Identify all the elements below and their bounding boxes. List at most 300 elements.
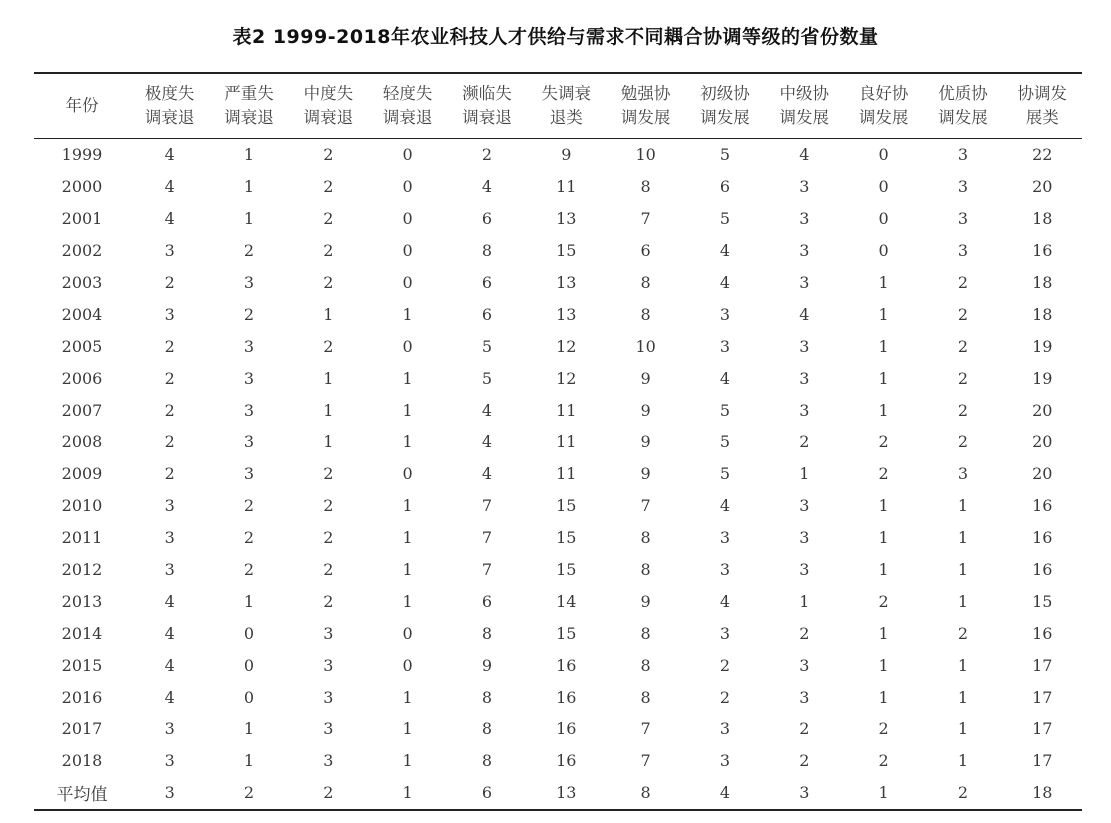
- value-cell: 4: [719, 591, 731, 611]
- value-cell: 4: [799, 145, 810, 165]
- column-header-line: 轻度失: [382, 84, 433, 103]
- value-cell: 3: [323, 655, 334, 675]
- value-cell: 1: [957, 496, 969, 516]
- year-cell: 2014: [61, 623, 103, 643]
- value-cell: 2: [878, 591, 889, 611]
- value-cell: 8: [640, 177, 651, 197]
- column-header-line: 初级协: [700, 84, 750, 103]
- value-cell: 8: [640, 273, 651, 292]
- value-cell: 1: [799, 591, 810, 611]
- column-header: [844, 73, 923, 139]
- value-cell: 1: [402, 591, 413, 611]
- value-cell: 3: [799, 655, 810, 675]
- value-cell: 8: [640, 783, 651, 803]
- value-cell: 2: [957, 400, 969, 420]
- value-cell: 7: [640, 719, 651, 739]
- value-cell: 3: [799, 560, 810, 580]
- value-cell: 6: [481, 304, 493, 324]
- column-header: [1003, 73, 1082, 139]
- value-cell: 2: [243, 496, 255, 516]
- value-cell: 2: [323, 560, 334, 580]
- value-cell: 5: [719, 209, 731, 229]
- value-cell: 1: [402, 432, 413, 452]
- value-cell: 1: [243, 177, 255, 197]
- value-cell: 0: [878, 177, 889, 197]
- value-cell: 0: [402, 241, 413, 261]
- table-body: [34, 139, 1082, 810]
- table-row: [34, 585, 1082, 617]
- value-cell: 5: [719, 145, 731, 165]
- value-cell: 3: [957, 209, 969, 229]
- value-cell: 1: [323, 368, 334, 388]
- value-cell: 3: [719, 751, 731, 771]
- value-cell: 8: [481, 687, 493, 707]
- column-header-line: 调发展: [700, 108, 750, 127]
- value-cell: 3: [957, 177, 969, 197]
- value-cell: 2: [957, 783, 969, 803]
- value-cell: 1: [402, 719, 413, 739]
- value-cell: 9: [561, 145, 572, 165]
- value-cell: 1: [957, 719, 969, 739]
- value-cell: 0: [402, 145, 413, 165]
- value-cell: 17: [1032, 687, 1053, 707]
- value-cell: 4: [164, 209, 175, 229]
- value-cell: 1: [323, 432, 334, 452]
- value-cell: 2: [957, 336, 969, 356]
- value-cell: 7: [640, 496, 651, 516]
- value-cell: 13: [556, 273, 577, 292]
- value-cell: 15: [556, 496, 577, 516]
- value-cell: 3: [799, 783, 810, 803]
- value-cell: 1: [402, 496, 413, 516]
- value-cell: 18: [1032, 209, 1053, 229]
- value-cell: 1: [243, 751, 255, 771]
- value-cell: 3: [957, 241, 969, 261]
- column-header-line: 退类: [549, 108, 583, 127]
- value-cell: 15: [556, 623, 577, 643]
- value-cell: 1: [402, 400, 413, 420]
- value-cell: 0: [243, 687, 255, 707]
- table-row: [34, 330, 1082, 362]
- value-cell: 3: [164, 719, 175, 739]
- value-cell: 7: [640, 209, 651, 229]
- column-header: [289, 73, 368, 139]
- value-cell: 2: [323, 241, 334, 261]
- value-cell: 3: [719, 623, 731, 643]
- value-cell: 2: [243, 528, 255, 548]
- value-cell: 3: [719, 528, 731, 548]
- column-header: [130, 73, 209, 139]
- value-cell: 1: [878, 528, 889, 548]
- value-cell: 3: [164, 560, 175, 580]
- column-header-line: 失调衰: [541, 84, 592, 103]
- column-header: [527, 73, 606, 139]
- value-cell: 9: [640, 464, 651, 484]
- value-cell: 11: [556, 400, 577, 420]
- value-cell: 0: [402, 273, 413, 292]
- table-row: [34, 171, 1082, 203]
- value-cell: 2: [243, 241, 255, 261]
- year-cell: 2018: [61, 751, 103, 771]
- value-cell: 3: [799, 528, 810, 548]
- value-cell: 3: [164, 528, 175, 548]
- value-cell: 2: [164, 273, 175, 292]
- table-row: [34, 235, 1082, 267]
- value-cell: 2: [957, 623, 969, 643]
- value-cell: 1: [878, 623, 889, 643]
- value-cell: 1: [402, 528, 413, 548]
- value-cell: 14: [556, 591, 577, 611]
- value-cell: 17: [1032, 655, 1053, 675]
- value-cell: 3: [243, 464, 255, 484]
- value-cell: 2: [719, 687, 731, 707]
- value-cell: 0: [402, 209, 413, 229]
- value-cell: 4: [719, 368, 731, 388]
- value-cell: 10: [635, 145, 656, 165]
- value-cell: 1: [243, 719, 255, 739]
- table-row: [34, 203, 1082, 235]
- value-cell: 8: [640, 560, 651, 580]
- value-cell: 6: [481, 273, 493, 292]
- year-cell: 2007: [61, 400, 103, 420]
- year-cell: 2010: [61, 496, 103, 516]
- value-cell: 4: [481, 432, 493, 452]
- value-cell: 3: [719, 336, 731, 356]
- value-cell: 4: [719, 241, 731, 261]
- value-cell: 2: [323, 177, 334, 197]
- value-cell: 0: [878, 209, 889, 229]
- value-cell: 1: [243, 209, 255, 229]
- value-cell: 3: [164, 751, 175, 771]
- table-row: [34, 362, 1082, 394]
- year-cell: 2012: [61, 560, 103, 580]
- value-cell: 8: [481, 241, 493, 261]
- value-cell: 2: [323, 464, 334, 484]
- value-cell: 2: [719, 655, 731, 675]
- value-cell: 20: [1032, 432, 1053, 452]
- value-cell: 3: [243, 432, 255, 452]
- value-cell: 1: [402, 368, 413, 388]
- column-header-year: [34, 73, 130, 139]
- value-cell: 0: [878, 145, 889, 165]
- column-header: [368, 73, 447, 139]
- value-cell: 2: [799, 719, 810, 739]
- table-row: [34, 681, 1082, 713]
- year-cell: 2013: [61, 591, 103, 611]
- column-header-line: 年份: [65, 96, 99, 115]
- coupling-coordination-table: [34, 72, 1082, 811]
- table-row: [34, 490, 1082, 522]
- value-cell: 11: [556, 177, 577, 197]
- value-cell: 16: [1032, 560, 1053, 580]
- year-cell: 2008: [61, 432, 103, 452]
- value-cell: 4: [164, 655, 175, 675]
- year-cell: 2002: [61, 241, 103, 261]
- value-cell: 4: [164, 687, 175, 707]
- value-cell: 1: [402, 783, 413, 803]
- year-cell: 2015: [61, 655, 103, 675]
- value-cell: 6: [640, 241, 651, 261]
- value-cell: 3: [243, 273, 255, 292]
- value-cell: 6: [719, 177, 731, 197]
- table-row: [34, 394, 1082, 426]
- column-header-line: 调衰退: [303, 108, 354, 127]
- value-cell: 12: [556, 368, 577, 388]
- value-cell: 4: [481, 400, 493, 420]
- value-cell: 7: [640, 751, 651, 771]
- year-cell: 2009: [61, 464, 103, 484]
- value-cell: 15: [556, 528, 577, 548]
- value-cell: 0: [243, 655, 255, 675]
- value-cell: 3: [323, 687, 334, 707]
- value-cell: 5: [481, 336, 493, 356]
- value-cell: 1: [878, 368, 889, 388]
- value-cell: 2: [878, 751, 889, 771]
- value-cell: 4: [164, 623, 175, 643]
- value-cell: 4: [164, 177, 175, 197]
- value-cell: 2: [164, 368, 175, 388]
- value-cell: 2: [323, 273, 334, 292]
- value-cell: 6: [481, 783, 493, 803]
- value-cell: 3: [243, 336, 255, 356]
- column-header-line: 协调发: [1017, 84, 1068, 103]
- value-cell: 2: [323, 591, 334, 611]
- value-cell: 4: [799, 304, 810, 324]
- value-cell: 16: [1032, 623, 1053, 643]
- value-cell: 11: [556, 432, 577, 452]
- value-cell: 3: [164, 304, 175, 324]
- value-cell: 8: [640, 304, 651, 324]
- value-cell: 9: [640, 368, 651, 388]
- value-cell: 5: [481, 368, 493, 388]
- value-cell: 12: [556, 336, 577, 356]
- value-cell: 22: [1032, 145, 1053, 165]
- year-cell: 2001: [61, 209, 103, 229]
- value-cell: 8: [481, 719, 493, 739]
- value-cell: 2: [878, 432, 889, 452]
- value-cell: 3: [719, 719, 731, 739]
- average-label: 平均值: [56, 785, 108, 806]
- value-cell: 13: [556, 304, 577, 324]
- value-cell: 2: [957, 432, 969, 452]
- value-cell: 8: [640, 655, 651, 675]
- value-cell: 4: [719, 273, 731, 292]
- year-cell: 2005: [61, 336, 103, 356]
- value-cell: 3: [799, 687, 810, 707]
- column-header-line: 良好协: [858, 84, 909, 103]
- column-header-line: 调发展: [620, 108, 671, 127]
- column-header-line: 调衰退: [462, 108, 512, 127]
- value-cell: 6: [481, 209, 493, 229]
- value-cell: 0: [402, 623, 413, 643]
- column-header-line: 调发展: [779, 108, 830, 127]
- value-cell: 1: [878, 560, 889, 580]
- value-cell: 17: [1032, 719, 1053, 739]
- value-cell: 19: [1032, 368, 1053, 388]
- value-cell: 2: [323, 209, 334, 229]
- table-row: [34, 426, 1082, 458]
- year-cell: 2006: [61, 368, 103, 388]
- value-cell: 1: [402, 751, 413, 771]
- value-cell: 18: [1032, 304, 1053, 324]
- value-cell: 2: [878, 464, 889, 484]
- value-cell: 1: [878, 655, 889, 675]
- value-cell: 16: [1032, 241, 1053, 261]
- table-row: [34, 139, 1082, 171]
- year-cell: 2000: [61, 177, 103, 197]
- value-cell: 5: [719, 432, 731, 452]
- column-header-line: 调衰退: [224, 108, 274, 127]
- column-header-line: 极度失: [144, 84, 195, 103]
- year-cell: 2003: [61, 273, 103, 292]
- value-cell: 8: [640, 528, 651, 548]
- value-cell: 2: [957, 304, 969, 324]
- value-cell: 4: [481, 464, 493, 484]
- value-cell: 7: [481, 528, 493, 548]
- value-cell: 17: [1032, 751, 1053, 771]
- column-header-line: 濒临失: [462, 84, 512, 103]
- column-header: [765, 73, 844, 139]
- value-cell: 19: [1032, 336, 1053, 356]
- value-cell: 3: [799, 496, 810, 516]
- table-row: [34, 458, 1082, 490]
- value-cell: 1: [957, 560, 969, 580]
- value-cell: 3: [799, 400, 810, 420]
- table-row: [34, 617, 1082, 649]
- value-cell: 2: [323, 496, 334, 516]
- value-cell: 15: [1032, 591, 1053, 611]
- value-cell: 1: [402, 560, 413, 580]
- value-cell: 2: [799, 751, 810, 771]
- column-header: [685, 73, 764, 139]
- value-cell: 0: [402, 336, 413, 356]
- year-cell: 2011: [61, 528, 103, 548]
- column-header: [209, 73, 288, 139]
- value-cell: 16: [1032, 528, 1053, 548]
- value-cell: 7: [481, 496, 493, 516]
- value-cell: 3: [799, 273, 810, 292]
- value-cell: 0: [243, 623, 255, 643]
- value-cell: 3: [719, 304, 731, 324]
- value-cell: 2: [243, 304, 255, 324]
- value-cell: 4: [164, 591, 175, 611]
- column-header-line: 中级协: [779, 84, 830, 103]
- value-cell: 2: [878, 719, 889, 739]
- table-row: [34, 267, 1082, 299]
- value-cell: 0: [402, 177, 413, 197]
- value-cell: 9: [481, 655, 493, 675]
- value-cell: 1: [402, 687, 413, 707]
- value-cell: 11: [556, 464, 577, 484]
- value-cell: 1: [878, 304, 889, 324]
- value-cell: 3: [164, 783, 175, 803]
- header-row: [34, 73, 1082, 139]
- value-cell: 2: [323, 145, 334, 165]
- value-cell: 1: [323, 304, 334, 324]
- value-cell: 15: [556, 241, 577, 261]
- value-cell: 1: [799, 464, 810, 484]
- value-cell: 1: [878, 400, 889, 420]
- value-cell: 3: [957, 464, 969, 484]
- value-cell: 8: [481, 623, 493, 643]
- value-cell: 1: [243, 145, 255, 165]
- value-cell: 2: [164, 464, 175, 484]
- value-cell: 20: [1032, 177, 1053, 197]
- column-header: [606, 73, 685, 139]
- value-cell: 2: [164, 432, 175, 452]
- column-header-line: 中度失: [303, 84, 354, 103]
- value-cell: 3: [799, 241, 810, 261]
- value-cell: 0: [878, 241, 889, 261]
- value-cell: 3: [323, 751, 334, 771]
- table-title: 表2 1999-2018年农业科技人才供给与需求不同耦合协调等级的省份数量: [232, 26, 879, 48]
- value-cell: 16: [1032, 496, 1053, 516]
- value-cell: 1: [878, 496, 889, 516]
- column-header-line: 优质协: [938, 84, 988, 103]
- column-header: [447, 73, 526, 139]
- value-cell: 2: [164, 336, 175, 356]
- value-cell: 2: [957, 368, 969, 388]
- value-cell: 20: [1032, 464, 1053, 484]
- value-cell: 8: [640, 623, 651, 643]
- year-cell: 2004: [61, 304, 103, 324]
- value-cell: 3: [243, 368, 255, 388]
- value-cell: 1: [957, 751, 969, 771]
- value-cell: 18: [1032, 273, 1053, 292]
- value-cell: 7: [481, 560, 493, 580]
- value-cell: 4: [719, 783, 731, 803]
- value-cell: 1: [878, 783, 889, 803]
- value-cell: 15: [556, 560, 577, 580]
- table-header: [34, 73, 1082, 139]
- value-cell: 1: [957, 591, 969, 611]
- value-cell: 18: [1032, 783, 1053, 803]
- table-row: [34, 745, 1082, 777]
- column-header-line: 勉强协: [620, 84, 671, 103]
- table-row: [34, 554, 1082, 586]
- table-row: [34, 298, 1082, 330]
- value-cell: 16: [556, 751, 577, 771]
- value-cell: 0: [402, 655, 413, 675]
- value-cell: 3: [323, 623, 334, 643]
- value-cell: 1: [878, 687, 889, 707]
- value-cell: 2: [799, 432, 810, 452]
- value-cell: 1: [957, 687, 969, 707]
- value-cell: 10: [635, 336, 656, 356]
- value-cell: 3: [243, 400, 255, 420]
- value-cell: 3: [323, 719, 334, 739]
- value-cell: 2: [799, 623, 810, 643]
- table-row: [34, 713, 1082, 745]
- value-cell: 6: [481, 591, 493, 611]
- value-cell: 1: [878, 336, 889, 356]
- column-header-line: 严重失: [224, 84, 274, 103]
- value-cell: 0: [402, 464, 413, 484]
- value-cell: 8: [481, 751, 493, 771]
- value-cell: 13: [556, 783, 577, 803]
- value-cell: 2: [481, 145, 493, 165]
- column-header-line: 调衰退: [382, 108, 433, 127]
- value-cell: 16: [556, 655, 577, 675]
- table-row: [34, 649, 1082, 681]
- value-cell: 13: [556, 209, 577, 229]
- value-cell: 3: [719, 560, 731, 580]
- value-cell: 2: [243, 783, 255, 803]
- table-row: [34, 522, 1082, 554]
- value-cell: 2: [243, 560, 255, 580]
- value-cell: 9: [640, 591, 651, 611]
- value-cell: 16: [556, 719, 577, 739]
